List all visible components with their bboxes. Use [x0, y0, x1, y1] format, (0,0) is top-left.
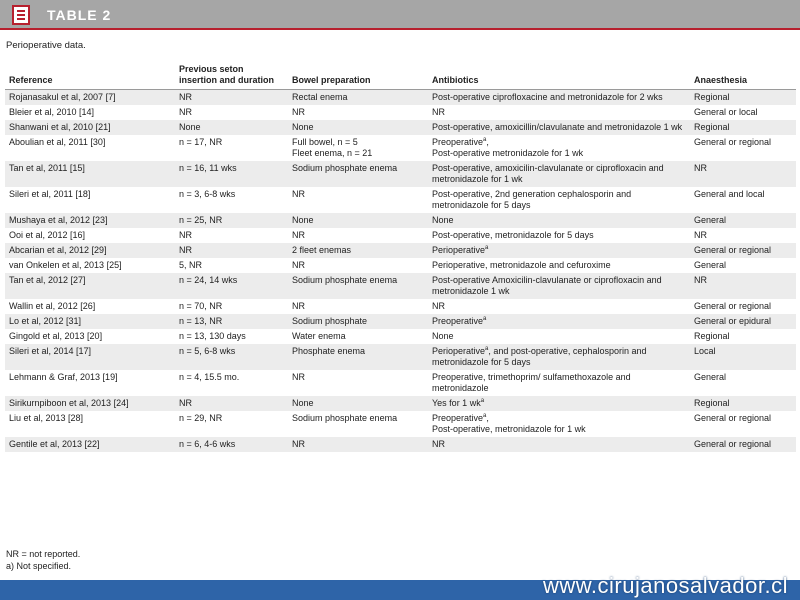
- bowel-text: NR: [292, 439, 305, 449]
- cell-seton: [175, 411, 288, 437]
- reference-text: Wallin et al, 2012 [26]: [9, 301, 96, 311]
- cell-antibiotics: [428, 344, 690, 370]
- antibiotics-text: Preoperative, trimethoprim/ sulfamethoxazole and metronidazole: [432, 372, 631, 393]
- antibiotics-text: Perioperative, metronidazole and cefuroxime: [432, 260, 611, 270]
- footnote-marker: a: [483, 316, 487, 322]
- perioperative-table: [5, 64, 796, 452]
- seton-text: n = 17, NR: [179, 137, 223, 147]
- antibiotics-text: Preoperative: [432, 137, 484, 147]
- seton-text: NR: [179, 107, 192, 117]
- antibiotics-text: Post-operative, amoxicillin/clavulanate and metronidazole 1 wk: [432, 122, 683, 132]
- cell-bowel-preparation: [288, 411, 428, 437]
- bowel-text: NR: [292, 107, 305, 117]
- cell-bowel-preparation: [288, 344, 428, 370]
- document-icon: [12, 5, 30, 25]
- cell-bowel-preparation: [288, 273, 428, 299]
- footnote-marker: a: [480, 398, 485, 404]
- seton-text: None: [179, 122, 201, 132]
- table-row: [5, 105, 796, 120]
- header-accent-line: [0, 28, 800, 30]
- cell-seton: [175, 437, 288, 452]
- cell-bowel-preparation: [288, 437, 428, 452]
- anaesthesia-text: Regional: [694, 122, 730, 132]
- antibiotics-text: NR: [432, 301, 445, 311]
- column-header-antibiotics: Antibiotics: [428, 64, 690, 90]
- antibiotics-text: Post-operative Amoxicilin-clavulanate or ciprofloxacin and metronidazole 1 wk: [432, 275, 662, 296]
- bowel-text: Sodium phosphate enema: [292, 413, 398, 423]
- footnote-marker: a: [483, 137, 487, 143]
- column-header-anaesthesia: Anaesthesia: [690, 64, 796, 90]
- cell-antibiotics: [428, 243, 690, 258]
- cell-bowel-preparation: [288, 396, 428, 411]
- cell-anaesthesia: [690, 161, 796, 187]
- anaesthesia-text: Regional: [694, 398, 730, 408]
- bowel-text: Sodium phosphate enema: [292, 275, 398, 285]
- seton-text: n = 29, NR: [179, 413, 223, 423]
- seton-text: n = 16, 11 wks: [179, 163, 237, 173]
- bowel-text: Phosphate enema: [292, 346, 366, 356]
- footnotes: [6, 548, 80, 572]
- bowel-text: NR: [292, 230, 305, 240]
- bowel-text: NR: [292, 301, 305, 311]
- seton-text: n = 25, NR: [179, 215, 223, 225]
- cell-reference: [5, 299, 175, 314]
- column-header-bowel-preparation: Bowel preparation: [288, 64, 428, 90]
- seton-text: NR: [179, 230, 192, 240]
- cell-bowel-preparation: [288, 299, 428, 314]
- cell-antibiotics: [428, 411, 690, 437]
- seton-text: n = 6, 4-6 wks: [179, 439, 236, 449]
- anaesthesia-text: NR: [694, 230, 707, 240]
- reference-text: Shanwani et al, 2010 [21]: [9, 122, 111, 132]
- footnote-marker: a: [485, 346, 489, 352]
- cell-reference: [5, 187, 175, 213]
- cell-seton: [175, 396, 288, 411]
- table-row: [5, 213, 796, 228]
- antibiotics-text: Post-operative, 2nd generation cephalosporin and metronidazole for 5 days: [432, 189, 632, 210]
- column-header-reference: Reference: [5, 64, 175, 90]
- footnote-a: a) Not specified.: [6, 561, 72, 571]
- anaesthesia-text: General or regional: [694, 413, 772, 423]
- cell-antibiotics: [428, 213, 690, 228]
- anaesthesia-text: General or regional: [694, 301, 772, 311]
- reference-text: Tan et al, 2012 [27]: [9, 275, 86, 285]
- cell-bowel-preparation: [288, 90, 428, 106]
- cell-bowel-preparation: [288, 120, 428, 135]
- cell-seton: [175, 314, 288, 329]
- anaesthesia-text: Local: [694, 346, 716, 356]
- antibiotics-text: Post-operative, amoxicilin-clavulanate or ciprofloxacin and metronidazole for 1 wk: [432, 163, 664, 184]
- antibiotics-text: Perioperative: [432, 346, 486, 356]
- cell-anaesthesia: [690, 411, 796, 437]
- cell-reference: [5, 411, 175, 437]
- cell-seton: [175, 370, 288, 396]
- cell-anaesthesia: [690, 437, 796, 452]
- cell-bowel-preparation: [288, 105, 428, 120]
- table-row: [5, 329, 796, 344]
- bowel-text-line2: Fleet enema, n = 21: [292, 148, 373, 158]
- anaesthesia-text: General and local: [694, 189, 765, 199]
- bowel-text: None: [292, 215, 314, 225]
- cell-antibiotics: [428, 329, 690, 344]
- cell-seton: [175, 273, 288, 299]
- cell-seton: [175, 90, 288, 106]
- table-row: [5, 370, 796, 396]
- table-caption: Perioperative data.: [6, 40, 86, 51]
- reference-text: Lo et al, 2012 [31]: [9, 316, 82, 326]
- table-row: [5, 411, 796, 437]
- table-row: [5, 344, 796, 370]
- bowel-text: Sodium phosphate enema: [292, 163, 398, 173]
- cell-anaesthesia: [690, 370, 796, 396]
- table-row: [5, 299, 796, 314]
- cell-antibiotics: [428, 228, 690, 243]
- cell-antibiotics: [428, 314, 690, 329]
- seton-text: NR: [179, 398, 192, 408]
- cell-seton: [175, 258, 288, 273]
- antibiotics-text: Post-operative ciprofloxacine and metronidazole for 2 wks: [432, 92, 663, 102]
- cell-antibiotics: [428, 396, 690, 411]
- bowel-text: None: [292, 122, 314, 132]
- table-row: [5, 228, 796, 243]
- footnote-marker: a: [485, 245, 489, 251]
- seton-text: 5, NR: [179, 260, 203, 270]
- reference-text: Liu et al, 2013 [28]: [9, 413, 84, 423]
- antibiotics-text-line2: Post-operative metronidazole for 1 wk: [432, 148, 584, 158]
- anaesthesia-text: General or regional: [694, 245, 772, 255]
- cell-antibiotics: [428, 120, 690, 135]
- bowel-text: NR: [292, 372, 305, 382]
- cell-anaesthesia: [690, 314, 796, 329]
- table-row: [5, 120, 796, 135]
- cell-anaesthesia: [690, 243, 796, 258]
- seton-text: n = 70, NR: [179, 301, 223, 311]
- table-row: [5, 437, 796, 452]
- cell-reference: [5, 161, 175, 187]
- cell-bowel-preparation: [288, 135, 428, 161]
- reference-text: Aboulian et al, 2011 [30]: [9, 137, 106, 147]
- reference-text: Ooi et al, 2012 [16]: [9, 230, 86, 240]
- cell-reference: [5, 273, 175, 299]
- cell-reference: [5, 370, 175, 396]
- bowel-text: NR: [292, 189, 305, 199]
- table-row: [5, 187, 796, 213]
- antibiotics-text: Preoperative: [432, 316, 484, 326]
- cell-anaesthesia: [690, 213, 796, 228]
- cell-antibiotics: [428, 105, 690, 120]
- table-header-bar: [0, 0, 800, 30]
- antibiotics-text-line2: Post-operative, metronidazole for 1 wk: [432, 424, 586, 434]
- bowel-text: Water enema: [292, 331, 346, 341]
- reference-text: Sirikurnpiboon et al, 2013 [24]: [9, 398, 129, 408]
- cell-bowel-preparation: [288, 161, 428, 187]
- bowel-text: None: [292, 398, 314, 408]
- cell-reference: [5, 243, 175, 258]
- seton-text: NR: [179, 245, 192, 255]
- anaesthesia-text: Regional: [694, 92, 730, 102]
- seton-text: n = 13, NR: [179, 316, 223, 326]
- cell-antibiotics: [428, 299, 690, 314]
- reference-text: Gentile et al, 2013 [22]: [9, 439, 100, 449]
- cell-reference: [5, 120, 175, 135]
- cell-reference: [5, 90, 175, 106]
- cell-anaesthesia: [690, 187, 796, 213]
- cell-anaesthesia: [690, 396, 796, 411]
- cell-seton: [175, 299, 288, 314]
- cell-seton: [175, 228, 288, 243]
- footnote-marker: a: [483, 413, 487, 419]
- bowel-text: Rectal enema: [292, 92, 348, 102]
- cell-seton: [175, 329, 288, 344]
- anaesthesia-text: General: [694, 260, 727, 270]
- column-header-seton: Previous seton insertion and duration: [175, 64, 288, 90]
- reference-text: Gingold et al, 2013 [20]: [9, 331, 103, 341]
- footer-url: www.cirujanosalvador.cl: [542, 573, 788, 598]
- bowel-text: Sodium phosphate: [292, 316, 368, 326]
- cell-reference: [5, 396, 175, 411]
- cell-bowel-preparation: [288, 228, 428, 243]
- reference-text: Lehmann & Graf, 2013 [19]: [9, 372, 118, 382]
- cell-reference: [5, 105, 175, 120]
- anaesthesia-text: General or regional: [694, 439, 772, 449]
- table-row: [5, 90, 796, 106]
- cell-reference: [5, 344, 175, 370]
- anaesthesia-text: General or local: [694, 107, 758, 117]
- table-body: [5, 90, 796, 453]
- seton-text: n = 3, 6-8 wks: [179, 189, 236, 199]
- antibiotics-text-cont: ,: [486, 413, 489, 423]
- cell-seton: [175, 213, 288, 228]
- cell-antibiotics: [428, 161, 690, 187]
- anaesthesia-text: General or epidural: [694, 316, 772, 326]
- footnote-nr: NR = not reported.: [6, 549, 81, 559]
- seton-text: n = 5, 6-8 wks: [179, 346, 236, 356]
- cell-seton: [175, 135, 288, 161]
- cell-reference: [5, 314, 175, 329]
- cell-antibiotics: [428, 258, 690, 273]
- cell-anaesthesia: [690, 228, 796, 243]
- cell-reference: [5, 437, 175, 452]
- table-row: [5, 258, 796, 273]
- table-row: [5, 135, 796, 161]
- cell-bowel-preparation: [288, 314, 428, 329]
- cell-antibiotics: [428, 90, 690, 106]
- cell-anaesthesia: [690, 299, 796, 314]
- bowel-text: NR: [292, 260, 305, 270]
- cell-seton: [175, 161, 288, 187]
- seton-text: n = 24, 14 wks: [179, 275, 238, 285]
- cell-seton: [175, 243, 288, 258]
- reference-text: Tan et al, 2011 [15]: [9, 163, 85, 173]
- footer-bar: [0, 573, 800, 600]
- bowel-text: Full bowel, n = 5: [292, 137, 358, 147]
- antibiotics-text-cont: , and post-operative, cephalosporin and metronidazole for 5 days: [432, 346, 647, 367]
- anaesthesia-text: General or regional: [694, 137, 772, 147]
- antibiotics-text: None: [432, 215, 454, 225]
- reference-text: van Onkelen et al, 2013 [25]: [9, 260, 122, 270]
- table-header-row: [5, 64, 796, 90]
- bowel-text: 2 fleet enemas: [292, 245, 352, 255]
- anaesthesia-text: General: [694, 372, 727, 382]
- cell-antibiotics: [428, 437, 690, 452]
- antibiotics-text: Yes for 1 wk: [432, 398, 481, 408]
- table-label: TABLE 2: [47, 7, 112, 23]
- cell-bowel-preparation: [288, 329, 428, 344]
- cell-antibiotics: [428, 370, 690, 396]
- antibiotics-text: NR: [432, 439, 445, 449]
- cell-anaesthesia: [690, 105, 796, 120]
- cell-anaesthesia: [690, 135, 796, 161]
- cell-anaesthesia: [690, 120, 796, 135]
- cell-reference: [5, 258, 175, 273]
- cell-bowel-preparation: [288, 187, 428, 213]
- cell-antibiotics: [428, 273, 690, 299]
- antibiotics-text: Post-operative, metronidazole for 5 days: [432, 230, 594, 240]
- seton-text: n = 4, 15.5 mo.: [179, 372, 240, 382]
- cell-bowel-preparation: [288, 258, 428, 273]
- table-row: [5, 396, 796, 411]
- cell-anaesthesia: [690, 329, 796, 344]
- reference-text: Rojanasakul et al, 2007 [7]: [9, 92, 116, 102]
- anaesthesia-text: Regional: [694, 331, 730, 341]
- cell-seton: [175, 187, 288, 213]
- antibiotics-text: Perioperative: [432, 245, 486, 255]
- anaesthesia-text: NR: [694, 275, 707, 285]
- cell-antibiotics: [428, 135, 690, 161]
- reference-text: Abcarian et al, 2012 [29]: [9, 245, 107, 255]
- cell-anaesthesia: [690, 273, 796, 299]
- reference-text: Sileri et al, 2011 [18]: [9, 189, 91, 199]
- cell-bowel-preparation: [288, 213, 428, 228]
- cell-anaesthesia: [690, 258, 796, 273]
- reference-text: Sileri et al, 2014 [17]: [9, 346, 92, 356]
- anaesthesia-text: General: [694, 215, 727, 225]
- table-row: [5, 161, 796, 187]
- table-row: [5, 243, 796, 258]
- table-row: [5, 273, 796, 299]
- anaesthesia-text: NR: [694, 163, 707, 173]
- antibiotics-text: Preoperative: [432, 413, 484, 423]
- reference-text: Mushaya et al, 2012 [23]: [9, 215, 108, 225]
- cell-reference: [5, 329, 175, 344]
- cell-reference: [5, 228, 175, 243]
- cell-reference: [5, 213, 175, 228]
- cell-bowel-preparation: [288, 370, 428, 396]
- antibiotics-text: None: [432, 331, 454, 341]
- cell-reference: [5, 135, 175, 161]
- antibiotics-text: NR: [432, 107, 445, 117]
- reference-text: Bleier et al, 2010 [14]: [9, 107, 95, 117]
- seton-text: NR: [179, 92, 192, 102]
- cell-seton: [175, 120, 288, 135]
- cell-anaesthesia: [690, 344, 796, 370]
- antibiotics-text-cont: ,: [486, 137, 489, 147]
- cell-bowel-preparation: [288, 243, 428, 258]
- cell-seton: [175, 344, 288, 370]
- seton-text: n = 13, 130 days: [179, 331, 246, 341]
- cell-seton: [175, 105, 288, 120]
- table-row: [5, 314, 796, 329]
- cell-anaesthesia: [690, 90, 796, 106]
- cell-antibiotics: [428, 187, 690, 213]
